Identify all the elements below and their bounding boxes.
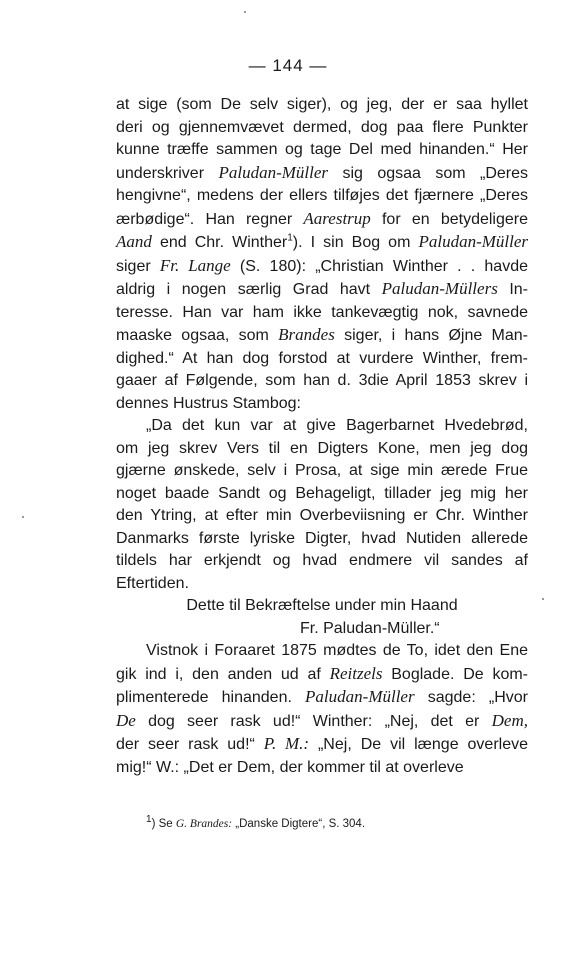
text-run: den Ytring, at efter min Overbeviisning er Chr. Winther — [116, 507, 528, 524]
italic-name: Paludan-Müller — [218, 162, 329, 182]
text-line — [116, 393, 528, 416]
text-line — [116, 302, 528, 325]
page-number: — 144 — — [248, 56, 328, 75]
footnote-marker: 1 — [287, 232, 293, 244]
text-run: Vistnok i Foraaret 1875 mødtes de To, idet den Ene — [146, 642, 528, 659]
italic-name: Dem, — [491, 710, 528, 730]
text-run: hengivne“, medens der ellers tilføjes det fjærnere „Deres — [116, 187, 528, 204]
text-line — [116, 663, 528, 687]
paper-speck — [244, 11, 246, 13]
text-line — [116, 208, 528, 232]
text-run: deri og gjennemvævet dermed, dog paa flere Punkter — [116, 118, 528, 136]
text-run: underskriver — [116, 164, 219, 182]
text-line — [116, 348, 528, 371]
text-run: Danmarks første lyriske Digter, hvad Nutiden allerede — [116, 529, 528, 547]
text-run: sagde: „Hvor — [414, 689, 528, 706]
text-line — [116, 370, 528, 393]
text-run: „Da det kun var at give Bagerbarnet Hvedebrød, — [146, 417, 528, 434]
text-run: gjærne ønskede, selv i Prosa, at sige min ærede Frue — [116, 462, 528, 479]
paper-speck — [22, 516, 24, 518]
text-line — [116, 528, 528, 551]
text-run: kunne træffe sammen og tage Del med hinanden.“ Her — [116, 141, 528, 158]
text-run: Boglade. De kom- — [382, 665, 528, 683]
text-run: ). I sin Bog om — [292, 234, 419, 251]
text-run: for en betydeligere — [370, 210, 528, 228]
italic-name: G. Brandes: — [175, 818, 233, 830]
body-text — [116, 94, 528, 779]
text-line — [116, 162, 528, 186]
text-run: siger — [116, 257, 160, 275]
text-line — [116, 460, 528, 483]
text-run: ærbødige“. Han regner — [116, 210, 304, 228]
text-line — [116, 278, 528, 302]
text-run: plimenterede hinanden. — [116, 689, 306, 706]
text-line — [116, 483, 528, 506]
italic-name: Paludan-Müllers — [381, 279, 498, 298]
text-line — [116, 757, 528, 780]
text-run: dennes Hustrus Stambog: — [116, 394, 301, 412]
text-run: at sige (som De selv siger), og jeg, der er saa hyllet — [116, 96, 528, 113]
text-line — [116, 710, 528, 734]
text-run: dog seer rask ud!“ Winther: „Nej, det er — [135, 712, 492, 730]
footnote — [146, 814, 506, 830]
text-run: tildels har erkjendt og hvad endmere vil sandes af — [116, 552, 528, 569]
text-run: Eftertiden. — [116, 574, 189, 592]
text-line — [116, 550, 528, 573]
text-run: „Danske Digtere“, S. 304. — [232, 818, 366, 830]
text-line — [116, 505, 528, 528]
text-run: dighed.“ At han dog forstod at vurdere Winther, frem- — [116, 349, 528, 367]
footnote-marker: 1 — [146, 814, 152, 826]
text-line — [116, 185, 528, 208]
italic-name: Aand — [116, 232, 152, 251]
text-run: noget baade Sandt og Behageligt, tillader jeg mig her — [116, 484, 528, 502]
text-line — [116, 231, 528, 255]
text-line — [116, 324, 528, 348]
text-run: Dette til Bekræftelse under min Haand — [186, 597, 458, 614]
text-run: In- — [497, 281, 528, 298]
text-line — [116, 618, 528, 641]
text-run: om jeg skrev Vers til en Digters Kone, men jeg dog — [116, 439, 528, 457]
italic-name: Fr. Lange — [159, 255, 231, 275]
text-run: Fr. Paludan-Müller.“ — [300, 619, 440, 637]
text-line — [116, 139, 528, 162]
text-line — [116, 415, 528, 438]
text-run: gaaer af Følgende, som han d. 3die April 1853 skrev i — [116, 372, 528, 389]
text-line — [116, 640, 528, 663]
text-run: end Chr. Winther — [151, 234, 288, 251]
text-run: aldrig i nogen særlig Grad havt — [116, 281, 382, 298]
text-run: mig!“ W.: „Det er Dem, der kommer til at overleve — [116, 758, 464, 776]
text-run: siger, i hans Øjne Man- — [334, 327, 529, 344]
text-line — [116, 733, 528, 757]
italic-name: Paludan-Müller — [418, 232, 529, 251]
text-line — [116, 255, 528, 279]
italic-name: P. M.: — [263, 734, 310, 753]
text-line — [116, 438, 528, 461]
text-run: der seer rask ud!“ — [116, 736, 264, 753]
paper-speck — [542, 598, 544, 600]
text-run: (S. 180): „Christian Winther . . havde — [230, 257, 529, 275]
text-line — [116, 686, 528, 710]
italic-name: Paludan-Müller — [305, 687, 415, 706]
italic-name: Reitzels — [329, 663, 383, 683]
text-run: ) Se — [151, 818, 176, 830]
text-run: teresse. Han var ham ikke tankevægtig nok, savnede — [116, 303, 528, 321]
text-line — [116, 117, 528, 140]
italic-name: Aarestrup — [303, 208, 371, 228]
text-run: „Nej, De vil længe overleve — [309, 736, 529, 753]
italic-name: De — [116, 710, 136, 730]
text-line — [116, 573, 528, 596]
italic-name: Brandes — [278, 325, 335, 344]
text-run: sig ogsaa som „Deres — [328, 164, 529, 182]
text-run: maaske ogsaa, som — [116, 327, 279, 344]
text-line — [116, 94, 528, 117]
text-line — [116, 595, 528, 618]
text-run: gik ind i, den anden ud af — [116, 665, 330, 683]
